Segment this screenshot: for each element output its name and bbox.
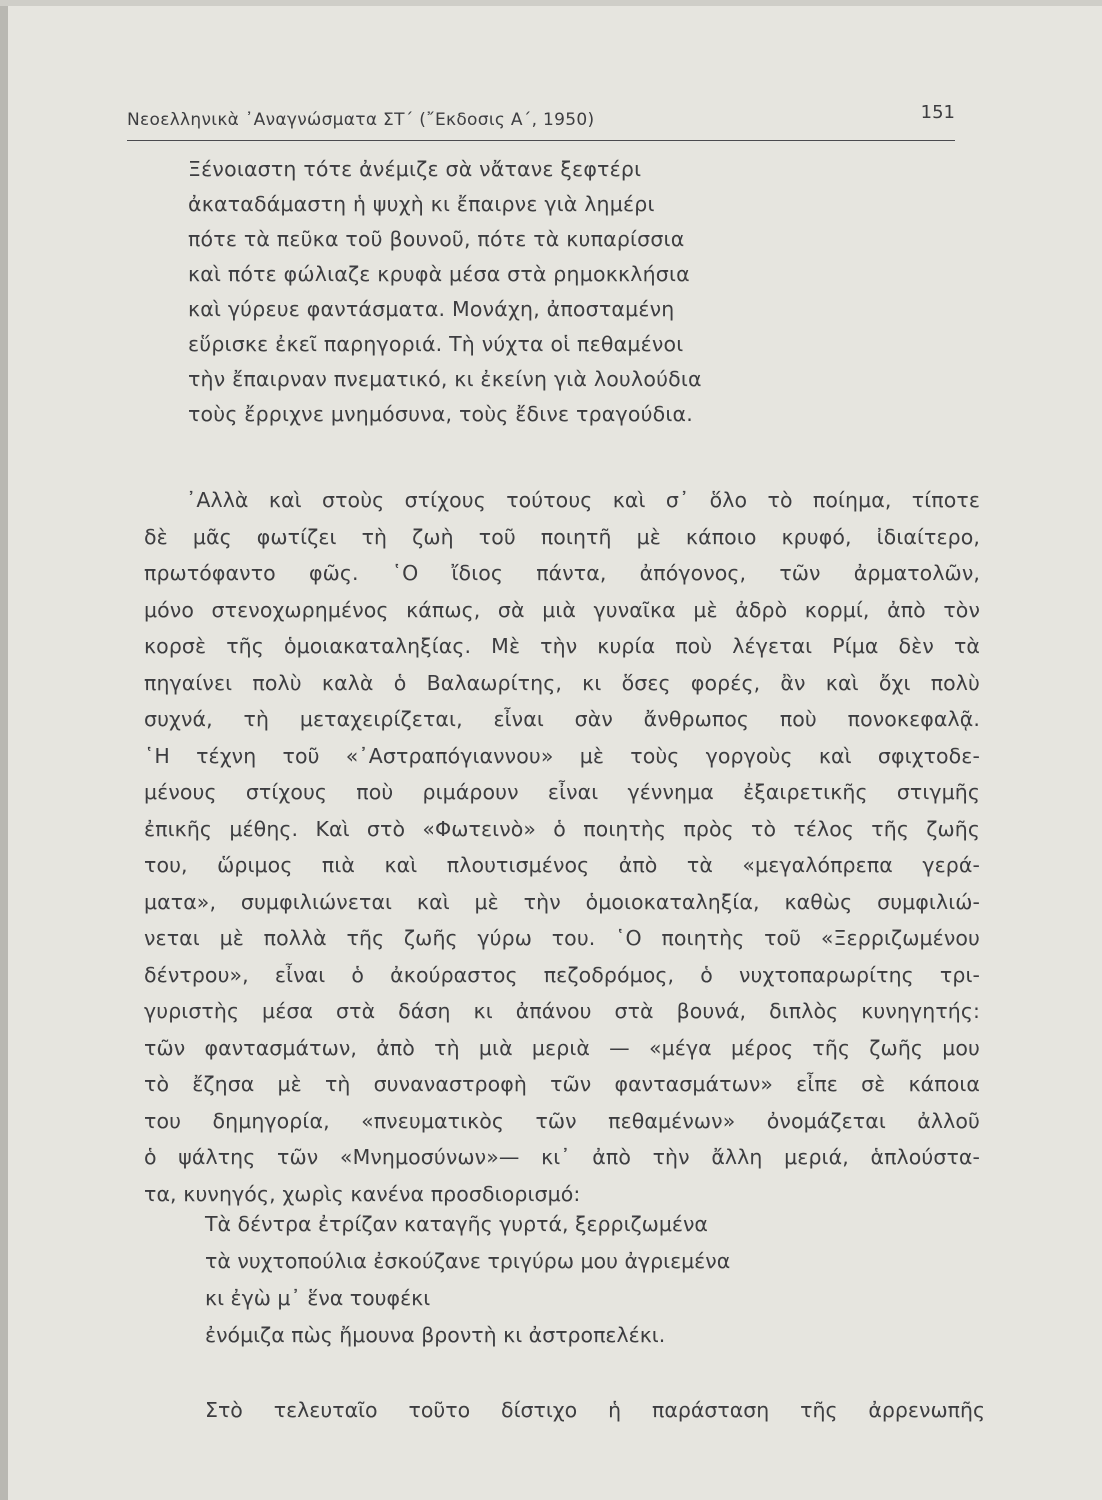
prose-line: ματα», συμφιλιώνεται καὶ μὲ τὴν ὁμοιοκαταληξία, καθὼς συμφιλιώ- bbox=[144, 889, 980, 914]
prose-line: δὲ μᾶς φωτίζει τὴ ζωὴ τοῦ ποιητῆ μὲ κάποιο κρυφό, ἰδιαίτερο, bbox=[144, 524, 980, 549]
poem-line: καὶ πότε φώλιαζε κρυφὰ μέσα στὰ ρημοκκλήσια bbox=[188, 262, 690, 286]
running-title: Νεοελληνικὰ ᾿Αναγνώσματα ΣΤ΄ (῎Εκδοσις Α΄, 1950) bbox=[127, 110, 595, 130]
poem-line: πότε τὰ πεῦκα τοῦ βουνοῦ, πότε τὰ κυπαρίσσια bbox=[188, 227, 685, 251]
poem-line: Ξένοιαστη τότε ἀνέμιζε σὰ νἄτανε ξεφτέρι bbox=[188, 157, 642, 181]
prose-line: του δημηγορία, «πνευματικὸς τῶν πεθαμένων» ὀνομάζεται ἀλλοῦ bbox=[144, 1108, 980, 1133]
final-paragraph-line: Στὸ τελευταῖο τοῦτο δίστιχο ἡ παράσταση τῆς ἀρρενωπῆς bbox=[205, 1398, 985, 1422]
quote-line: ἐνόμιζα πὼς ἤμουνα βροντὴ κι ἀστροπελέκι. bbox=[205, 1323, 666, 1347]
prose-line: δέντρου», εἶναι ὁ ἀκούραστος πεζοδρόμος, ὁ νυχτοπαρωρίτης τρι- bbox=[144, 962, 980, 987]
prose-line: συχνά, τὴ μεταχειρίζεται, εἶναι σὰν ἄνθρωπος ποὺ πονοκεφαλᾷ. bbox=[144, 707, 980, 731]
prose-line: τα, κυνηγός, χωρὶς κανένα προσδιορισμό: bbox=[144, 1181, 581, 1206]
page-top-edge bbox=[0, 0, 1102, 6]
prose-line: ὁ ψάλτης τῶν «Μνημοσύνων»— κι᾿ ἀπὸ τὴν ἄλλη μεριά, ἁπλούστα- bbox=[144, 1145, 980, 1169]
poem-excerpt bbox=[188, 152, 948, 432]
prose-line: γυριστὴς μέσα στὰ δάση κι ἀπάνου στὰ βουνά, διπλὸς κυνηγητής: bbox=[144, 999, 980, 1023]
prose-line: μόνο στενοχωρημένος κάπως, σὰ μιὰ γυναῖκα μὲ ἀδρὸ κορμί, ἀπὸ τὸν bbox=[144, 597, 980, 622]
prose-line: μένους στίχους ποὺ ριμάρουν εἶναι γέννημα ἐξαιρετικῆς στιγμῆς bbox=[144, 780, 980, 804]
prose-line: του, ὥριμος πιὰ καὶ πλουτισμένος ἀπὸ τὰ «μεγαλόπρεπα γερά- bbox=[144, 853, 980, 877]
poem-line: ἀκαταδάμαστη ἡ ψυχὴ κι ἔπαιρνε γιὰ λημέρι bbox=[188, 192, 655, 216]
quoted-verse bbox=[205, 1206, 945, 1354]
prose-line: ῾Η τέχνη τοῦ «᾿Αστραπόγιαννου» μὲ τοὺς γοργοὺς καὶ σφιχτοδε- bbox=[144, 743, 980, 768]
poem-line: τὴν ἔπαιρναν πνεματικό, κι ἐκείνη γιὰ λουλούδια bbox=[188, 367, 702, 391]
quote-line: κι ἐγὼ μ᾿ ἕνα τουφέκι bbox=[205, 1286, 431, 1310]
prose-line: πηγαίνει πολὺ καλὰ ὁ Βαλαωρίτης, κι ὅσες φορές, ἂν καὶ ὄχι πολὺ bbox=[144, 670, 980, 695]
prose-line: κορσὲ τῆς ὁμοιακαταληξίας. Μὲ τὴν κυρία ποὺ λέγεται Ρίμα δὲν τὰ bbox=[144, 634, 980, 658]
prose-line: ᾿Αλλὰ καὶ στοὺς στίχους τούτους καὶ σ᾿ ὅλο τὸ ποίημα, τίποτε bbox=[186, 488, 980, 512]
prose-line: ἐπικῆς μέθης. Καὶ στὸ «Φωτεινὸ» ὁ ποιητὴς πρὸς τὸ τέλος τῆς ζωῆς bbox=[144, 816, 980, 841]
prose-line: τὸ ἔζησα μὲ τὴ συναναστροφὴ τῶν φαντασμάτων» εἶπε σὲ κάποια bbox=[144, 1072, 980, 1096]
prose-line: πρωτόφαντο φῶς. ῾Ο ἴδιος πάντα, ἀπόγονος, τῶν ἀρματολῶν, bbox=[144, 561, 980, 585]
prose-line: νεται μὲ πολλὰ τῆς ζωῆς γύρω του. ῾Ο ποιητὴς τοῦ «Ξερριζωμένου bbox=[144, 926, 980, 950]
prose-line: τῶν φαντασμάτων, ἀπὸ τὴ μιὰ μεριὰ — «μέγα μέρος τῆς ζωῆς μου bbox=[144, 1035, 980, 1060]
quote-line: Τὰ δέντρα ἐτρίζαν καταγῆς γυρτά, ξερριζωμένα bbox=[205, 1212, 708, 1236]
quote-line: τὰ νυχτοπούλια ἐσκούζανε τριγύρω μου ἀγριεμένα bbox=[205, 1249, 731, 1273]
page-header bbox=[127, 100, 955, 141]
poem-line: καὶ γύρευε φαντάσματα. Μονάχη, ἀποσταμένη bbox=[188, 297, 675, 321]
poem-line: εὕρισκε ἐκεῖ παρηγοριά. Τὴ νύχτα οἱ πεθαμένοι bbox=[188, 332, 684, 356]
poem-line: τοὺς ἔρριχνε μνημόσυνα, τοὺς ἔδινε τραγούδια. bbox=[188, 402, 693, 426]
page-number: 151 bbox=[920, 102, 955, 123]
prose-paragraph bbox=[144, 482, 980, 1212]
page-binding-edge bbox=[0, 0, 8, 1500]
